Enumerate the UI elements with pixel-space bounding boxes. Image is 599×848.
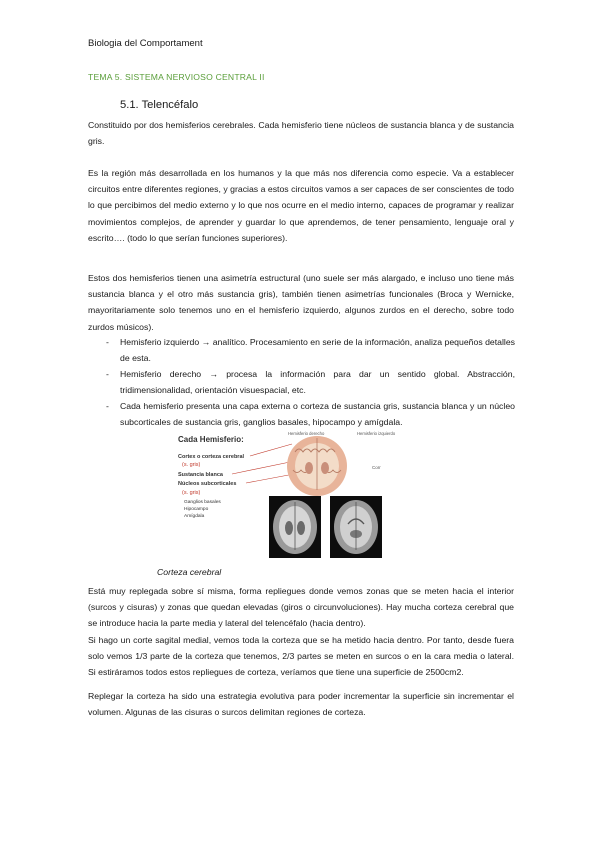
figure-item-white-matter: Sustancia blanca: [178, 472, 223, 478]
figure-subitem: Hipocampo: [184, 507, 209, 512]
brain-coronal-section: [287, 436, 347, 496]
page-header: Biologia del Comportament: [88, 38, 203, 49]
section-title: 5.1. Telencéfalo: [120, 99, 199, 111]
label-right-hemisphere: Hemisferio derecho: [288, 431, 325, 436]
paragraph-asymmetry: Estos dos hemisferios tienen una asimetría estructural (uno suele ser más alargado, e incluso uno tiene más sustancia blanca y el otro más sustancia gris), también tienen asimetrías funcionales (Broca y Wernicke, mayoritariamente solo tenemos uno en el hemisferio izquierdo, algunos zurdos en el derecho, sobre todo zurdos músicos).: [88, 273, 514, 332]
label-cut-off: Corr: [372, 465, 381, 470]
paragraph-region: Es la región más desarrollada en los humanos y la que más nos diferencia como especie. Va a establecer circuitos entre diferentes regiones, y gracias a estos circuitos vamos a ser capaces de ser conscientes de todo lo que percibimos del medio externo y lo que nos ocurre en el medio interno, capaces de programar y realizar movimientos complejos, de aprender y guardar lo que aprendemos, de tener pensamiento, lenguaje oral y escrito…. (todo lo que serían funciones superiores).: [88, 168, 514, 243]
list-item-text: Cada hemisferio presenta una capa externa o corteza de sustancia gris, sustancia blanca y un núcleo subcorticales de sustancia gris, ganglios basales, hipocampo y amígdala.: [120, 401, 515, 428]
figure-item-cortex: Cortex o corteza cerebral: [178, 454, 245, 460]
figure-item-subcortical: Núcleos subcorticales: [178, 481, 237, 487]
figure-title: Cada Hemisferio:: [178, 435, 244, 444]
bullet-dash: -: [106, 401, 109, 411]
figure-item-gray-note: (s. gris): [182, 462, 201, 468]
figure-item-gray-note: (s. gris): [182, 490, 201, 496]
paragraph-evolution: Replegar la corteza ha sido una estrategia evolutiva para poder incrementar la superficie sin incrementar el volumen. Algunas de las cisuras o surcos delimitan regiones de corteza.: [88, 691, 514, 718]
topic-heading: TEMA 5. SISTEMA NERVIOSO CENTRAL II: [88, 72, 265, 82]
mri-scan-right: [330, 496, 382, 558]
mri-scan-left: [269, 496, 321, 558]
paragraph-sagittal-cut: Si hago un corte sagital medial, vemos toda la corteza que se ha metido hacia dentro. Por tanto, desde fuera solo vemos 1/3 parte de la corteza que tenemos, 2/3 partes se meten en surcos o en la cara media o lateral. Si estiráramos todos estos repliegues de corteza, veríamos que tiene una superficie de 2500cm2.: [88, 635, 514, 678]
list-item: [106, 398, 515, 430]
figure-caption: Corteza cerebral: [157, 567, 222, 577]
figure-subitem: Amígdala: [184, 514, 205, 519]
list-item-text: Hemisferio izquierdo → analítico. Procesamiento en serie de la información, analiza pequeños detalles de esta.: [120, 337, 516, 364]
figure-subitem: Ganglios basales: [184, 500, 221, 505]
paragraph-cortex-folding: Está muy replegada sobre sí misma, forma repliegues donde vemos zonas que se meten hacia el interior (surcos y cisuras) y zonas que quedan elevadas (giros o circunvoluciones). Hay mucha corteza cerebral que se introduce hacia la parte media y lateral del telencéfalo (hacia dentro).: [88, 586, 514, 629]
list-item: [106, 334, 515, 366]
list-item: [106, 366, 515, 398]
list-item-text: Hemisferio derecho → procesa la información para dar un sentido global. Abstracción, tridimensionalidad, orientación visuespacial, etc.: [120, 369, 515, 396]
label-left-hemisphere: Hemisferio izquierdo: [357, 431, 396, 436]
bullet-dash: -: [106, 337, 109, 347]
paragraph-intro: Constituido por dos hemisferios cerebrales. Cada hemisferio tiene núcleos de sustancia blanca y de sustancia gris.: [88, 120, 514, 147]
bullet-dash: -: [106, 369, 109, 379]
brain-hemisphere-figure: [172, 430, 413, 559]
